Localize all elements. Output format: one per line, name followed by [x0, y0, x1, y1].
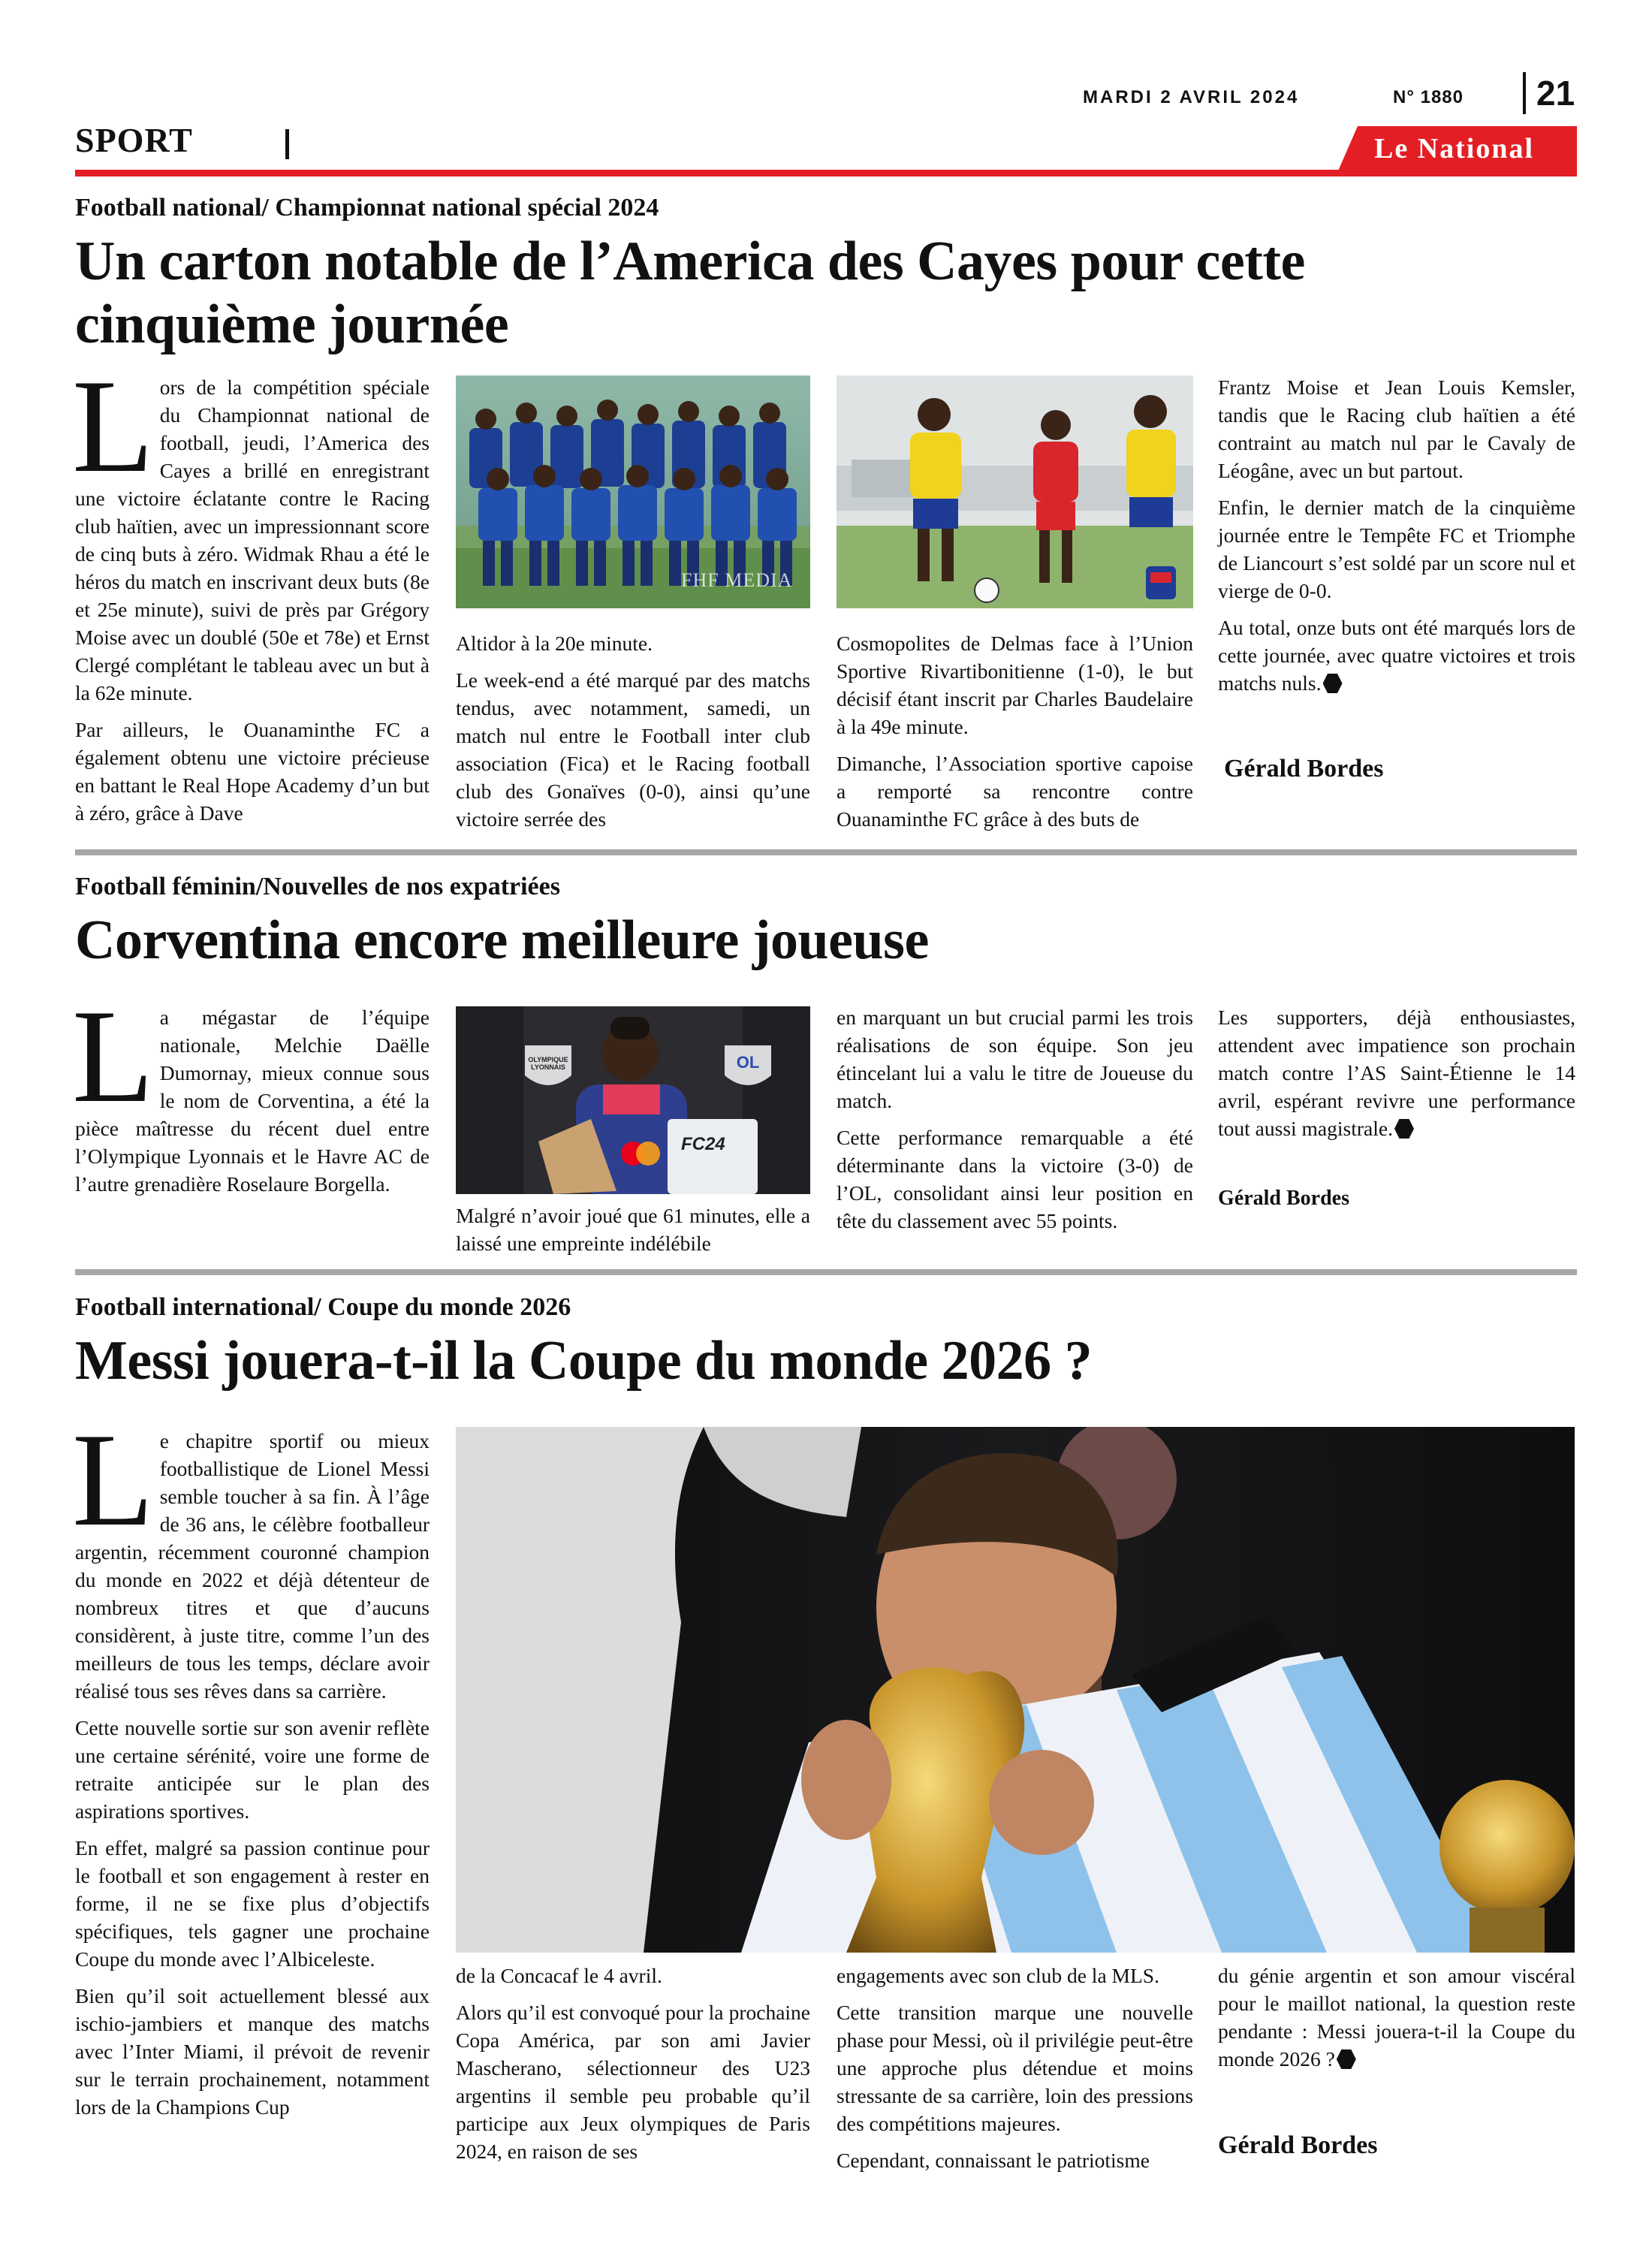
section-label: SPORT [75, 121, 193, 159]
article2-column-2 [456, 1202, 810, 1266]
article1-paragraph: Altidor à la 20e minute. [456, 632, 653, 655]
article3-paragraph: Cette nouvelle sortie sur son avenir reflète une certaine sérénité, voire une forme de retraite anticipée sur le plan des aspirations sportives. [75, 1716, 430, 1823]
photo-watermark: FHF MEDIA [681, 569, 793, 591]
award-card-label: FC24 [681, 1134, 725, 1154]
article2-drop-cap: L [72, 982, 154, 1130]
article2-byline: Gérald Bordes [1218, 1187, 1349, 1210]
brand-name: Le National [1374, 133, 1535, 164]
article1-paragraph: ors de la compétition spéciale du Championnat national de football, jeudi, l’America des Cayes a brillé en enregistrant une victoire éclatante contre le Racing club haïtien, avec un impressionnant score de cinq buts à zéro. Widmak Rhau a été le héros du match en inscrivant deux buts (8e et 25e minute), suivi de près par Grégory Moise avec un doublé (50e et 78e) et Ernst Clergé complétant le tableau avec un but à la 62e minute. [75, 376, 430, 704]
article-divider [75, 1269, 1577, 1275]
article3-column-2 [456, 1962, 810, 2174]
article1-column-2 [456, 629, 810, 842]
end-mark-icon [1337, 2049, 1356, 2069]
club-badge-label: OLYMPIQUE LYONNAIS [528, 1056, 568, 1071]
article3-column-3 [837, 1962, 1193, 2183]
issue-date: MARDI 2 AVRIL 2024 [1083, 87, 1300, 107]
article1-paragraph: Frantz Moise et Jean Louis Kemsler, tandis que le Racing club haïtien a été contraint au match nul par le Cavaly de Léogâne, avec un but partout. [1218, 376, 1575, 482]
article3-paragraph: Cette transition marque une nouvelle phase pour Messi, où il privilégie peut-être une approche plus détendue et moins stressante de sa carrière, loin des pressions des compétitions majeures. [837, 2001, 1193, 2135]
messi-trophy-illustration [456, 1427, 1575, 1953]
page-number: 21 [1523, 72, 1575, 114]
article1-column-3 [837, 629, 1193, 842]
header-rule [75, 170, 1577, 176]
article1-headline [75, 230, 1577, 356]
article3-column-1 [72, 1405, 430, 2130]
player-award-photo [456, 1006, 810, 1194]
article1-drop-cap: L [72, 351, 154, 500]
article1-kicker: Football national/ Championnat national spécial 2024 [75, 194, 659, 222]
article1-column-4 [1218, 373, 1575, 706]
article2-kicker: Football féminin/Nouvelles de nos expatriées [75, 873, 560, 900]
article2-paragraph: Les supporters, déjà enthousiastes, attendent avec impatience son prochain match contre l’AS Saint-Étienne le 14 avril, espérant revivre une performance tout aussi magistrale. [1218, 1006, 1575, 1140]
article3-paragraph: En effet, malgré sa passion continue pour le football et son engagement à rester en forme, il ne se fixe plus d’objectifs spécifiques, tels gagner une prochaine Coupe du monde avec l’Albiceleste. [75, 1836, 430, 1971]
article2-paragraph: Malgré n’avoir joué que 61 minutes, elle a laissé une empreinte indélébile [456, 1204, 810, 1255]
article3-paragraph: e chapitre sportif ou mieux footballistique de Lionel Messi semble toucher à sa fin. À l’âge de 36 ans, le célèbre footballeur argentin, récemment couronné champion du monde en 2022 et déjà détenteur de nombreux titres et que d’aucuns considèrent, à juste titre, comme l’un des meilleurs de tous les temps, déclare avoir réalisé tous ses rêves dans sa carrière. [75, 1429, 430, 1703]
article3-headline: Messi jouera-t-il la Coupe du monde 2026 ? [75, 1330, 1093, 1392]
article3-drop-cap: L [72, 1405, 154, 1554]
issue-number: N° 1880 [1393, 87, 1464, 107]
article3-column-4 [1218, 1962, 1575, 2082]
article1-headline-line1: Un carton notable de l’America des Cayes pour cette [75, 231, 1305, 292]
article3-paragraph: du génie argentin et son amour viscéral pour le maillot national, la question reste pendante : Messi jouera-t-il la Coupe du monde 2026 ? [1218, 1964, 1575, 2071]
article3-kicker: Football international/ Coupe du monde 2026 [75, 1293, 571, 1321]
article3-paragraph: Bien qu’il soit actuellement blessé aux ischio-jambiers et manque des matchs avec l’Inter Miami, il prévoit de revenir sur le terrain prochainement, notamment lors de la Champions Cup [75, 1984, 430, 2119]
article2-headline: Corventina encore meilleure joueuse [75, 909, 929, 971]
article2-column-3 [837, 1003, 1193, 1244]
article2-column-1 [72, 982, 430, 1207]
article2-column-4 [1218, 1003, 1575, 1151]
article1-paragraph: Dimanche, l’Association sportive capoise a remporté sa rencontre contre Ouanaminthe FC grâce à des buts de [837, 752, 1193, 831]
article3-byline: Gérald Bordes [1218, 2131, 1378, 2159]
player-award-illustration [456, 1006, 810, 1194]
article1-headline-line2: cinquième journée [75, 294, 509, 355]
section-divider [285, 129, 289, 159]
article2-paragraph: a mégastar de l’équipe nationale, Melchie Daëlle Dumornay, mieux connue sous le nom de Corventina, a été la pièce maîtresse du récent duel entre l’Olympique Lyonnais et le Havre AC de l’autre grenadière Roselaure Borgella. [75, 1006, 430, 1196]
club-badge-label: OL [736, 1053, 760, 1072]
article3-paragraph: engagements avec son club de la MLS. [837, 1964, 1159, 1987]
article1-byline: Gérald Bordes [1224, 755, 1384, 783]
end-mark-icon [1394, 1119, 1414, 1139]
article1-column-1 [72, 351, 430, 836]
article-divider [75, 849, 1577, 855]
article3-paragraph: Alors qu’il est convoqué pour la prochaine Copa América, par son ami Javier Mascherano, sélectionneur des U23 argentins il semble peu probable qu’il participe aux Jeux olympiques de Paris 2024, en raison de ses [456, 2001, 810, 2163]
end-mark-icon [1323, 674, 1343, 693]
match-action-photo [837, 376, 1193, 608]
article2-paragraph: en marquant un but crucial parmi les trois réalisations de son équipe. Son jeu étincelant lui a valu le titre de Joueuse du match. [837, 1006, 1193, 1112]
messi-trophy-photo [456, 1427, 1575, 1953]
article3-paragraph: de la Concacaf le 4 avril. [456, 1964, 662, 1987]
article3-paragraph: Cependant, connaissant le patriotisme [837, 2149, 1150, 2172]
article1-paragraph: Par ailleurs, le Ouanaminthe FC a également obtenu une victoire précieuse en battant le Real Hope Academy d’un but à zéro, grâce à Dave [75, 718, 430, 825]
article1-paragraph: Le week-end a été marqué par des matchs tendus, avec notamment, samedi, un match nul entre le Football inter club association (Fica) et le Racing football club des Gonaïves (0-0), ainsi qu’une victoire serrée des [456, 668, 810, 831]
match-action-illustration [837, 376, 1193, 608]
article2-paragraph: Cette performance remarquable a été déterminante dans la victoire (3-0) de l’OL, consolidant ainsi leur position en tête du classement avec 55 points. [837, 1126, 1193, 1232]
article1-paragraph: Enfin, le dernier match de la cinquième journée entre le Tempête FC et Triomphe de Liancourt s’est soldé par un score nul et vierge de 0-0. [1218, 496, 1575, 602]
article1-paragraph: Au total, onze buts ont été marqués lors de cette journée, avec quatre victoires et trois matchs nuls. [1218, 616, 1575, 695]
article1-paragraph: Cosmopolites de Delmas face à l’Union Sportive Rivartibonitienne (1-0), le but décisif étant inscrit par Charles Baudelaire à la 49e minute. [837, 632, 1193, 738]
team-photo [456, 376, 810, 608]
